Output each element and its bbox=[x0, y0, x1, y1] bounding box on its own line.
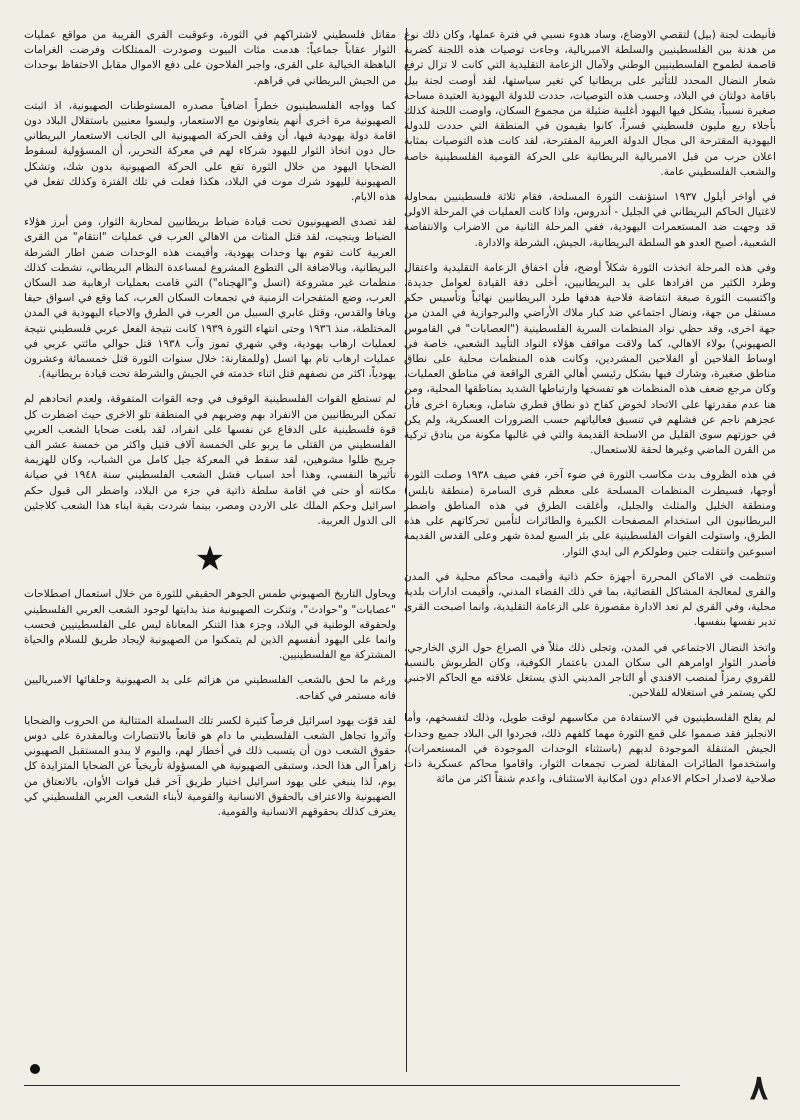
end-mark-icon bbox=[30, 1064, 40, 1074]
article-columns bbox=[24, 28, 776, 1072]
column-divider bbox=[406, 28, 407, 1072]
left-column bbox=[24, 28, 396, 1072]
paragraph: لم تستطع القوات الفلسطينية الوقوف في وجه القوات المتفوقة، ولعدم اتحادهم لم تمكن البريطانيين من الانفراد بهم وضربهم في المنطقة تلو الاخرى حيث اضطرت كل قوة فلسطينية على الدفاع عن نفسها على انفراد، لقد بلغت ضحايا الشعب العربي الفلسطيني من القتلى ما يربو على الخمسة آلاف قتيل واكثر من خمسة عشر الف جريح ظلوا مشوهين، لقد سقط في المعركة جيل كامل من الشباب، وكان للهزيمة تأثيرها النفسي، وهذا أحد اسباب فشل الشعب الفلسطيني سنة ١٩٤٨ في صيانة مكانته أو حتى في اقامة سلطة ذاتية في جزء من البلاد، واضطر الى قبول حكم اسرائيل وحكم الملك على الاردن ومصر، بينما شردت بقية ابناء هذا الشعب كلاجئين الى الدول العربية. bbox=[24, 393, 396, 528]
page-number: ٨ bbox=[749, 1068, 768, 1108]
paragraph: كما وواجه الفلسطينيون خطراً اضافياً مصدره المستوطنات الصهيونية، اذ اثبتت الصهيونية مرة اخرى أنهم يتعاونون مع الاستعمار، وليسوا معنيين باستقلال البلاد دون اقامة دولة يهودية فيها، أن وقف الحركة الصهيونية الى الجانب الاستعمار البريطاني حال دون اتخاذ الثوار لليهود شركاء لهم في معركة التحرير، أن المسؤولية لسقوط الضحايا اليهود من خلال الثورة تقع على الحركة الصهيونية بدون شك، وتشكل الصهيونية لليهود شرك موت في البلاد، هكذا فعلت في تلك الفترة وكذلك تفعل في هذه الايام. bbox=[24, 99, 396, 204]
paragraph: لقد قوّت يهود اسرائيل فرصاً كثيرة لكسر تلك السلسلة المتتالية من الحروب والضحايا وآثروا تجاهل الشعب الفلسطيني ما دام هو قانعاً بالانتصارات وبالمقدرة على دوس حقوق الشعب دون أن يتسبب ذلك في أخطار لهم، واليوم لا يبدو المستقبل الصهيوني زاهراً الى هذا الحد، وستبقى الصهيونية هي المسؤولة تأريخياً عن الضحايا المتزايدة كل يوم، لذا ينبغي على يهود اسرائيل اختيار طريق آخر قبل فوات الأوان، بالانعتاق من الصهيونية والاعتراف بالحقوق الانسانية والقومية لأبناء الشعب العربي الفلسطيني كي يعترف كذلك بحقوقهم الانسانية والقومية. bbox=[24, 714, 396, 818]
paragraph: لم يفلح الفلسطينيون في الاستفادة من مكاسبهم لوقت طويل، وذلك لتفسخهم، وأما الانجليز فقد صمموا على قمع الثورة مهما كلفهم ذلك، فجردوا الى البلاد جميع وحدات الجيش المتنقلة الموجودة لديهم (باستثناء الوحدات الموجودة في المستعمرات)، واستخدموا الطائرات المقاتلة لضرب تجمعات الثوار، واقاموا محاكم عسكرية ذات صلاحية لاصدار احكام الاعدام دون امكانية الاستئناف، واعدم شنقاً اكثر من مائة bbox=[404, 712, 776, 786]
paragraph: واتخذ النضال الاجتماعي في المدن، وتجلى ذلك مثلاً في الصراع حول الزي الخارجي، فأصدر الثوار اوامرهم الى سكان المدن باعتمار الكوفية، وكان الطربوش بالنسبة للقروي رمزاً لمنصب الافندي أو التاجر المديني الذي يستغل علاقته مع الحاكم الاجنبي لكي يستمر في استغلاله للفلاحين. bbox=[404, 641, 776, 700]
paragraph: ورغم ما لحق بالشعب الفلسطيني من هزائم على يد الصهيونية وحلفائها الامبرياليين فانه مستمر في كفاحه. bbox=[24, 674, 396, 702]
paragraph: في هذه الظروف بدت مكاسب الثورة في ضوء آخر، ففي صيف ١٩٣٨ وصلت الثورة أوجها، فسيطرت المنظمات المسلحة على معظم قرى السامرة (منطقة نابلس) ومنطقة الخليل والمثلث والجليل، وأغلقت الطرق في هذه المناطق واضطر البريطانيون الى استخدام المصفحات الكبيرة والطائرات لتأمين تحركاتهم على هذه الطرق، واستولت القوات الفلسطينية على بئر السبع لمدة شهر وعلى القدس القديمة اسبوعين وانتقلت جنين وطولكرم الى ايدي الثوار. bbox=[404, 469, 776, 558]
paragraph: مقاتل فلسطيني لاشتراكهم في الثورة، وعوقبت القرى القريبة من مواقع عمليات الثوار عقاباً جماعياً: هدمت مئات البيوت وصودرت الممتلكات وفرضت الغرامات الباهظة الخيالية على القرى، واجبر الفلاحون على دفع الاموال مقابل الاحتفاظ بوحدات من الجيش البريطاني في قراهم. bbox=[24, 29, 396, 87]
paragraph: وتنظمت في الاماكن المحررة أجهزة حكم ذاتية وأقيمت محاكم محلية في المدن والقرى لمعالجة المشاكل القضائية، بما في ذلك القضاء المدني، وأقيمت ادارات بلدية محلية، وفي القرى لم تعد الادارة مقصورة على الزعامة التقليدية، وانما اصبحت القرى تدير نفسها بنفسها. bbox=[404, 570, 776, 629]
paragraph: في أواخر أيلول ١٩٣٧ استؤنفت الثورة المسلحة، فقام ثلاثة فلسطينيين بمحاولة لاغتيال الحاكم البريطاني في الجليل - أندروس، واذا كانت العمليات في المرحلة الاولى قد وجهت ضد المستعمرات اليهودية، ففي المرحلة الثانية من الاضراب والانتفاضة الشعبية، أصبح العدو هو السلطة البريطانية، الجيش، الشرطة والادارة. bbox=[404, 191, 776, 249]
paragraph: وفي هذه المرحلة اتخذت الثورة شكلاً أوضح، فأن اخفاق الزعامة التقليدية واعتقال وطرد الكثير من افرادها على يد البريطانيين، أخلى دفة القيادة لعوامل جديدة، واكتسبت الثورة صبغة انتفاضة فلاحية هدفها طرد البريطانيين نهائياً وتأسيس حكم مستقل من جهة، ونضال اجتماعي ضد كبار ملاك الأراضي والبرجوازية في المدن من جهة اخرى، وقد حظي نواد المنظمات السرية الفلسطينية ("العصابات" في القاموس الصهيوني) بولاء الاهالي، كما ولاقت مواقف هؤلاء النواد التأييد الشعبي، خاصة في اوساط الفلاحين أو الفلاحين المشردين، وكانت هذه المنظمات محلية على نطاق مناطق صغيرة، وشارك فيها بشكل رئيسي أهالي القرى الواقعة في مناطق العمليات، وكان مرجع ضعف هذه المنظمات هو تفسخها وارتباطها الشديد بمناطقها المحلية، ومن هنا عدم مقدرتها على الاتحاد لخوض كفاح ذو نطاق قطري شامل، وبعبارة اخرى فأن عجزهم ناجم عن فشلهم في تنسيق فعالياتهم حسب الضرورات العسكرية، ولم يكن في حوزتهم سوى القليل من الاسلحة القديمة والتي في غالبها مكونة من بنادق تركية من القرن الماضي وغيرها لحقة للاستعمال. bbox=[404, 261, 776, 457]
right-column bbox=[404, 28, 776, 1072]
paragraph: فأنيطت لجنة (بيل) لتقصي الاوضاع، وساد هدوء نسبي في فترة عملها، وكان ذلك نوع من هدنة بين الفلسطينيين والسلطة الامبريالية، وجاءت توصيات هذه اللجنة كضربة قاصمة لطموح الفلسطينيين الوطني ولآمال الزعامة التقليدية التي كانت لا تزال ترفع شعار النضال المحدد للتأثير على بريطانيا كي تغير سياستها، لقد أوصت لجنة بيل باقامة دولتان في البلاد، وحسب هذه التوصيات، حددت للدولة اليهودية العتيدة مساحة صغيرة نسبياً، يشكل فيها اليهود أغلبية ضئيلة من مجموع السكان، واوصت اللجنة كذلك بأجلاء ربع مليون فلسطيني قسراً، كانوا يقيمون في المنطقة التي حددت للدولة اليهودية المقترحة الى مجال الدولة العربية المقترحة، لقد كانت هذه التوصيات بمثابة اعلان حرب من قبل الامبريالية البريطانية على الحركة القومية الفلسطينية خاصة والشعب الفلسطيني عامة. bbox=[404, 29, 776, 178]
paragraph: لقد تصدى الصهيونيون تحت قيادة ضباط بريطانيين لمحاربة الثوار، ومن أبرز هؤلاء الضباط وينجيت، لقد قتل المئات من الاهالي العرب في عمليات "انتقام" من القرى العربية كانت تقوم بها وحدات يهودية، وأقيمت هذه الوحدات ضمن اطار الشرطة البريطانية، وبالاضافة الى التطوع المشروع لمساعدة النظام البريطاني، نشطت كذلك منظمات غير مشروعة (اتسل و"الهجناه") التي قامت بعمليات ارهابية ضد السكان العرب، وضع المتفجرات الزمنية في تجمعات السكان العرب، كما وقع في اسواق حيفا ويافا والقدس، وقتل عابري السبيل من العرب في الطرق والاحياء اليهودية في المدن المختلطة، منذ ١٩٣٦ وحتى انتهاء الثورة ١٩٣٩ كانت نتيجة الفعل عربي فلسطيني نتيجة لعمليات ارهاب يهودية، وفي شهري تموز وآب ١٩٣٨ قتل حوالي مائتي عربي في عمليات ارهاب تام بها اتسل (وللمقارنة: خلال سنوات الثورة قتل خمسمائة وعشرون يهودياً، اكثر من نصفهم قتل اثناء خدمته في الجيش والشرطة تحت قيادة بريطانية). bbox=[24, 216, 396, 381]
star-icon: ★ bbox=[194, 539, 226, 580]
paragraph: ويحاول التاريخ الصهيوني طمس الجوهر الحقيقي للثورة من خلال استعمال اصطلاحات "عصابات" و"حوادث"، وتنكرت الصهيونية منذ بدايتها لوجود الشعب العربي الفلسطيني ولحقوقه الوطنية في البلاد، وجزء هذا التنكر المعاناة ليس على الفلسطينيين فحسب وانما على اليهود أنفسهم الذين لم يتمكنوا من الصهيونية لإيجاد طريق للسلام والحياة المشتركة مع الفلسطينيين. bbox=[24, 588, 396, 662]
footer-rule bbox=[24, 1085, 680, 1086]
